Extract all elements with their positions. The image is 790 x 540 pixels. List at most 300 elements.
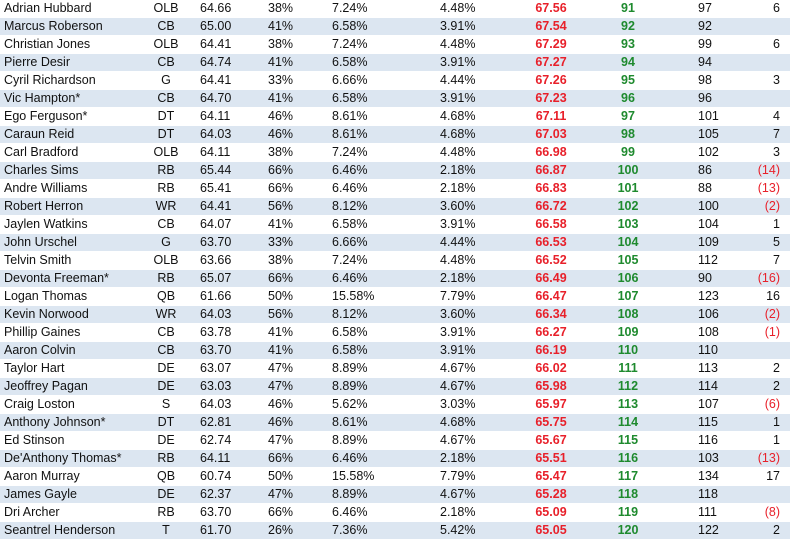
rank-cell: 99 [592, 144, 664, 162]
rate-cell: 15.58% [328, 468, 434, 486]
percent-cell: 41% [262, 90, 328, 108]
adp-cell: 98 [664, 72, 754, 90]
table-row [0, 324, 790, 342]
percent-cell: 46% [262, 108, 328, 126]
grade-cell: 66.83 [510, 180, 592, 198]
percent-cell: 38% [262, 144, 328, 162]
rate-cell: 6.58% [328, 342, 434, 360]
adp-cell: 116 [664, 432, 754, 450]
rate-cell: 8.89% [328, 378, 434, 396]
rate-cell: 8.89% [328, 486, 434, 504]
rank-cell: 102 [592, 198, 664, 216]
adp-cell: 118 [664, 486, 754, 504]
position-cell: DT [136, 126, 196, 144]
difference-cell: 7 [754, 252, 790, 270]
position-cell: G [136, 72, 196, 90]
rate-secondary-cell: 3.60% [434, 306, 510, 324]
difference-cell: 1 [754, 432, 790, 450]
adp-cell: 106 [664, 306, 754, 324]
player-name-cell: Robert Herron [0, 198, 136, 216]
grade-cell: 65.09 [510, 504, 592, 522]
rank-cell: 114 [592, 414, 664, 432]
adp-cell: 110 [664, 342, 754, 360]
rank-cell: 98 [592, 126, 664, 144]
difference-cell: 2 [754, 378, 790, 396]
rank-cell: 94 [592, 54, 664, 72]
table-row [0, 0, 790, 18]
player-name-cell: Taylor Hart [0, 360, 136, 378]
table-row [0, 216, 790, 234]
percent-cell: 56% [262, 306, 328, 324]
grade-cell: 67.27 [510, 54, 592, 72]
player-name-cell: Jeoffrey Pagan [0, 378, 136, 396]
player-name-cell: Anthony Johnson* [0, 414, 136, 432]
grade-cell: 65.97 [510, 396, 592, 414]
rate-secondary-cell: 4.67% [434, 486, 510, 504]
rate-cell: 6.58% [328, 216, 434, 234]
rate-secondary-cell: 4.44% [434, 234, 510, 252]
percent-cell: 66% [262, 270, 328, 288]
player-name-cell: Logan Thomas [0, 288, 136, 306]
difference-cell: (14) [754, 162, 790, 180]
position-cell: DE [136, 432, 196, 450]
rate-cell: 6.66% [328, 72, 434, 90]
table-row [0, 198, 790, 216]
score-cell: 63.03 [196, 378, 262, 396]
position-cell: OLB [136, 36, 196, 54]
score-cell: 63.70 [196, 504, 262, 522]
rate-secondary-cell: 4.67% [434, 432, 510, 450]
rank-cell: 105 [592, 252, 664, 270]
rank-cell: 108 [592, 306, 664, 324]
percent-cell: 33% [262, 234, 328, 252]
rate-secondary-cell: 4.68% [434, 414, 510, 432]
rate-secondary-cell: 2.18% [434, 270, 510, 288]
percent-cell: 38% [262, 36, 328, 54]
grade-cell: 66.02 [510, 360, 592, 378]
rate-secondary-cell: 3.91% [434, 54, 510, 72]
rank-cell: 107 [592, 288, 664, 306]
difference-cell [754, 54, 790, 72]
score-cell: 63.66 [196, 252, 262, 270]
rank-cell: 120 [592, 522, 664, 540]
adp-cell: 86 [664, 162, 754, 180]
rate-cell: 6.58% [328, 324, 434, 342]
position-cell: DE [136, 360, 196, 378]
percent-cell: 41% [262, 18, 328, 36]
grade-cell: 66.52 [510, 252, 592, 270]
table-row [0, 360, 790, 378]
grade-cell: 65.28 [510, 486, 592, 504]
rate-secondary-cell: 2.18% [434, 180, 510, 198]
rank-cell: 116 [592, 450, 664, 468]
rank-cell: 113 [592, 396, 664, 414]
difference-cell: (8) [754, 504, 790, 522]
rate-secondary-cell: 4.44% [434, 72, 510, 90]
score-cell: 63.70 [196, 342, 262, 360]
rate-secondary-cell: 3.91% [434, 342, 510, 360]
percent-cell: 41% [262, 54, 328, 72]
adp-cell: 122 [664, 522, 754, 540]
adp-cell: 105 [664, 126, 754, 144]
score-cell: 64.41 [196, 72, 262, 90]
position-cell: CB [136, 90, 196, 108]
adp-cell: 88 [664, 180, 754, 198]
adp-cell: 113 [664, 360, 754, 378]
rate-cell: 8.89% [328, 360, 434, 378]
adp-cell: 100 [664, 198, 754, 216]
rate-secondary-cell: 3.91% [434, 216, 510, 234]
score-cell: 65.07 [196, 270, 262, 288]
rank-cell: 96 [592, 90, 664, 108]
position-cell: OLB [136, 0, 196, 18]
grade-cell: 67.11 [510, 108, 592, 126]
percent-cell: 46% [262, 126, 328, 144]
player-name-cell: Devonta Freeman* [0, 270, 136, 288]
rate-secondary-cell: 4.68% [434, 126, 510, 144]
position-cell: QB [136, 468, 196, 486]
difference-cell [754, 486, 790, 504]
rank-cell: 97 [592, 108, 664, 126]
table-row [0, 432, 790, 450]
rate-cell: 6.46% [328, 180, 434, 198]
difference-cell [754, 90, 790, 108]
position-cell: QB [136, 288, 196, 306]
difference-cell: 7 [754, 126, 790, 144]
rate-cell: 8.12% [328, 306, 434, 324]
percent-cell: 66% [262, 180, 328, 198]
table-row [0, 126, 790, 144]
rank-cell: 92 [592, 18, 664, 36]
difference-cell: 5 [754, 234, 790, 252]
player-name-cell: Telvin Smith [0, 252, 136, 270]
score-cell: 61.70 [196, 522, 262, 540]
score-cell: 64.66 [196, 0, 262, 18]
player-name-cell: Ego Ferguson* [0, 108, 136, 126]
rate-cell: 8.61% [328, 126, 434, 144]
adp-cell: 90 [664, 270, 754, 288]
table-row [0, 270, 790, 288]
rate-secondary-cell: 7.79% [434, 288, 510, 306]
percent-cell: 47% [262, 378, 328, 396]
rate-cell: 6.66% [328, 234, 434, 252]
difference-cell: 6 [754, 0, 790, 18]
rate-secondary-cell: 5.42% [434, 522, 510, 540]
rate-cell: 15.58% [328, 288, 434, 306]
difference-cell: 6 [754, 36, 790, 54]
grade-cell: 65.75 [510, 414, 592, 432]
percent-cell: 33% [262, 72, 328, 90]
rank-cell: 93 [592, 36, 664, 54]
rate-secondary-cell: 4.67% [434, 378, 510, 396]
percent-cell: 41% [262, 216, 328, 234]
grade-cell: 65.98 [510, 378, 592, 396]
percent-cell: 66% [262, 162, 328, 180]
adp-cell: 101 [664, 108, 754, 126]
rate-cell: 7.36% [328, 522, 434, 540]
percent-cell: 56% [262, 198, 328, 216]
position-cell: DE [136, 486, 196, 504]
rate-secondary-cell: 3.91% [434, 18, 510, 36]
adp-cell: 107 [664, 396, 754, 414]
adp-cell: 115 [664, 414, 754, 432]
player-name-cell: Carl Bradford [0, 144, 136, 162]
rate-secondary-cell: 3.91% [434, 324, 510, 342]
score-cell: 64.03 [196, 396, 262, 414]
percent-cell: 50% [262, 468, 328, 486]
rate-secondary-cell: 4.67% [434, 360, 510, 378]
table-row [0, 108, 790, 126]
adp-cell: 104 [664, 216, 754, 234]
grade-cell: 66.34 [510, 306, 592, 324]
difference-cell: (13) [754, 450, 790, 468]
table-row [0, 54, 790, 72]
position-cell: RB [136, 162, 196, 180]
table-row [0, 72, 790, 90]
grade-cell: 67.26 [510, 72, 592, 90]
table-row [0, 90, 790, 108]
difference-cell [754, 342, 790, 360]
rate-secondary-cell: 2.18% [434, 504, 510, 522]
adp-cell: 102 [664, 144, 754, 162]
player-name-cell: Pierre Desir [0, 54, 136, 72]
table-row [0, 468, 790, 486]
rate-secondary-cell: 4.48% [434, 252, 510, 270]
difference-cell: 3 [754, 144, 790, 162]
rank-cell: 112 [592, 378, 664, 396]
percent-cell: 41% [262, 342, 328, 360]
rate-secondary-cell: 3.91% [434, 90, 510, 108]
percent-cell: 47% [262, 360, 328, 378]
percent-cell: 47% [262, 432, 328, 450]
adp-cell: 112 [664, 252, 754, 270]
table-row [0, 378, 790, 396]
adp-cell: 108 [664, 324, 754, 342]
score-cell: 64.07 [196, 216, 262, 234]
rate-cell: 6.58% [328, 90, 434, 108]
grade-cell: 67.56 [510, 0, 592, 18]
player-name-cell: Andre Williams [0, 180, 136, 198]
table-row [0, 234, 790, 252]
percent-cell: 38% [262, 252, 328, 270]
rate-cell: 6.46% [328, 162, 434, 180]
difference-cell: (2) [754, 198, 790, 216]
percent-cell: 41% [262, 324, 328, 342]
rank-cell: 110 [592, 342, 664, 360]
grade-cell: 66.47 [510, 288, 592, 306]
position-cell: WR [136, 306, 196, 324]
table-row [0, 522, 790, 540]
table-row [0, 180, 790, 198]
score-cell: 64.11 [196, 108, 262, 126]
percent-cell: 50% [262, 288, 328, 306]
score-cell: 65.44 [196, 162, 262, 180]
difference-cell: 4 [754, 108, 790, 126]
difference-cell: (2) [754, 306, 790, 324]
rank-cell: 111 [592, 360, 664, 378]
grade-cell: 66.58 [510, 216, 592, 234]
rate-cell: 8.89% [328, 432, 434, 450]
score-cell: 64.03 [196, 306, 262, 324]
position-cell: CB [136, 324, 196, 342]
difference-cell: 17 [754, 468, 790, 486]
table-row [0, 306, 790, 324]
table-row [0, 450, 790, 468]
rate-cell: 7.24% [328, 0, 434, 18]
rate-cell: 7.24% [328, 36, 434, 54]
player-name-cell: Charles Sims [0, 162, 136, 180]
rank-cell: 100 [592, 162, 664, 180]
position-cell: DT [136, 108, 196, 126]
score-cell: 64.41 [196, 36, 262, 54]
adp-cell: 92 [664, 18, 754, 36]
grade-cell: 66.53 [510, 234, 592, 252]
player-name-cell: Caraun Reid [0, 126, 136, 144]
adp-cell: 123 [664, 288, 754, 306]
rate-secondary-cell: 7.79% [434, 468, 510, 486]
percent-cell: 26% [262, 522, 328, 540]
score-cell: 64.41 [196, 198, 262, 216]
score-cell: 64.70 [196, 90, 262, 108]
difference-cell: (1) [754, 324, 790, 342]
rate-secondary-cell: 2.18% [434, 162, 510, 180]
rate-cell: 6.46% [328, 504, 434, 522]
difference-cell: 2 [754, 360, 790, 378]
rank-cell: 106 [592, 270, 664, 288]
grade-cell: 65.47 [510, 468, 592, 486]
score-cell: 64.03 [196, 126, 262, 144]
rate-secondary-cell: 4.48% [434, 0, 510, 18]
rate-cell: 7.24% [328, 144, 434, 162]
grade-cell: 65.05 [510, 522, 592, 540]
position-cell: G [136, 234, 196, 252]
position-cell: CB [136, 216, 196, 234]
difference-cell: 1 [754, 414, 790, 432]
player-name-cell: Craig Loston [0, 396, 136, 414]
position-cell: CB [136, 342, 196, 360]
position-cell: T [136, 522, 196, 540]
player-name-cell: Adrian Hubbard [0, 0, 136, 18]
score-cell: 64.11 [196, 450, 262, 468]
score-cell: 63.70 [196, 234, 262, 252]
table-row [0, 252, 790, 270]
rank-cell: 117 [592, 468, 664, 486]
score-cell: 62.74 [196, 432, 262, 450]
score-cell: 61.66 [196, 288, 262, 306]
table-row [0, 342, 790, 360]
grade-cell: 67.29 [510, 36, 592, 54]
table-row [0, 414, 790, 432]
position-cell: CB [136, 54, 196, 72]
grade-cell: 66.98 [510, 144, 592, 162]
difference-cell: 1 [754, 216, 790, 234]
position-cell: CB [136, 18, 196, 36]
player-name-cell: Ed Stinson [0, 432, 136, 450]
grade-cell: 67.23 [510, 90, 592, 108]
adp-cell: 94 [664, 54, 754, 72]
grade-cell: 67.54 [510, 18, 592, 36]
score-cell: 60.74 [196, 468, 262, 486]
adp-cell: 134 [664, 468, 754, 486]
player-name-cell: Vic Hampton* [0, 90, 136, 108]
grade-cell: 66.87 [510, 162, 592, 180]
difference-cell [754, 18, 790, 36]
adp-cell: 114 [664, 378, 754, 396]
grade-cell: 66.72 [510, 198, 592, 216]
grade-cell: 65.67 [510, 432, 592, 450]
player-name-cell: De'Anthony Thomas* [0, 450, 136, 468]
rate-cell: 6.46% [328, 270, 434, 288]
rate-secondary-cell: 4.48% [434, 144, 510, 162]
adp-cell: 111 [664, 504, 754, 522]
player-name-cell: Aaron Murray [0, 468, 136, 486]
position-cell: DE [136, 378, 196, 396]
rank-cell: 91 [592, 0, 664, 18]
player-name-cell: Phillip Gaines [0, 324, 136, 342]
grade-cell: 67.03 [510, 126, 592, 144]
rank-cell: 118 [592, 486, 664, 504]
score-cell: 64.74 [196, 54, 262, 72]
position-cell: RB [136, 180, 196, 198]
position-cell: OLB [136, 144, 196, 162]
adp-cell: 99 [664, 36, 754, 54]
player-name-cell: John Urschel [0, 234, 136, 252]
percent-cell: 46% [262, 414, 328, 432]
adp-cell: 97 [664, 0, 754, 18]
rate-secondary-cell: 4.48% [434, 36, 510, 54]
rank-cell: 95 [592, 72, 664, 90]
player-name-cell: Cyril Richardson [0, 72, 136, 90]
rate-cell: 6.58% [328, 54, 434, 72]
rank-cell: 115 [592, 432, 664, 450]
rate-cell: 6.58% [328, 18, 434, 36]
table-row [0, 396, 790, 414]
adp-cell: 103 [664, 450, 754, 468]
position-cell: RB [136, 504, 196, 522]
grade-cell: 65.51 [510, 450, 592, 468]
position-cell: OLB [136, 252, 196, 270]
rate-cell: 8.61% [328, 414, 434, 432]
rank-cell: 119 [592, 504, 664, 522]
position-cell: S [136, 396, 196, 414]
grade-cell: 66.19 [510, 342, 592, 360]
table-row [0, 144, 790, 162]
table-row [0, 486, 790, 504]
table-row [0, 18, 790, 36]
rank-cell: 103 [592, 216, 664, 234]
rate-cell: 8.12% [328, 198, 434, 216]
score-cell: 64.11 [196, 144, 262, 162]
percent-cell: 66% [262, 450, 328, 468]
percent-cell: 38% [262, 0, 328, 18]
rate-secondary-cell: 3.03% [434, 396, 510, 414]
position-cell: RB [136, 450, 196, 468]
player-name-cell: Marcus Roberson [0, 18, 136, 36]
rate-secondary-cell: 3.60% [434, 198, 510, 216]
difference-cell: 2 [754, 522, 790, 540]
difference-cell: 3 [754, 72, 790, 90]
adp-cell: 109 [664, 234, 754, 252]
rank-cell: 109 [592, 324, 664, 342]
position-cell: RB [136, 270, 196, 288]
player-name-cell: Christian Jones [0, 36, 136, 54]
player-name-cell: James Gayle [0, 486, 136, 504]
table-row [0, 504, 790, 522]
player-name-cell: Kevin Norwood [0, 306, 136, 324]
position-cell: DT [136, 414, 196, 432]
position-cell: WR [136, 198, 196, 216]
rate-cell: 5.62% [328, 396, 434, 414]
